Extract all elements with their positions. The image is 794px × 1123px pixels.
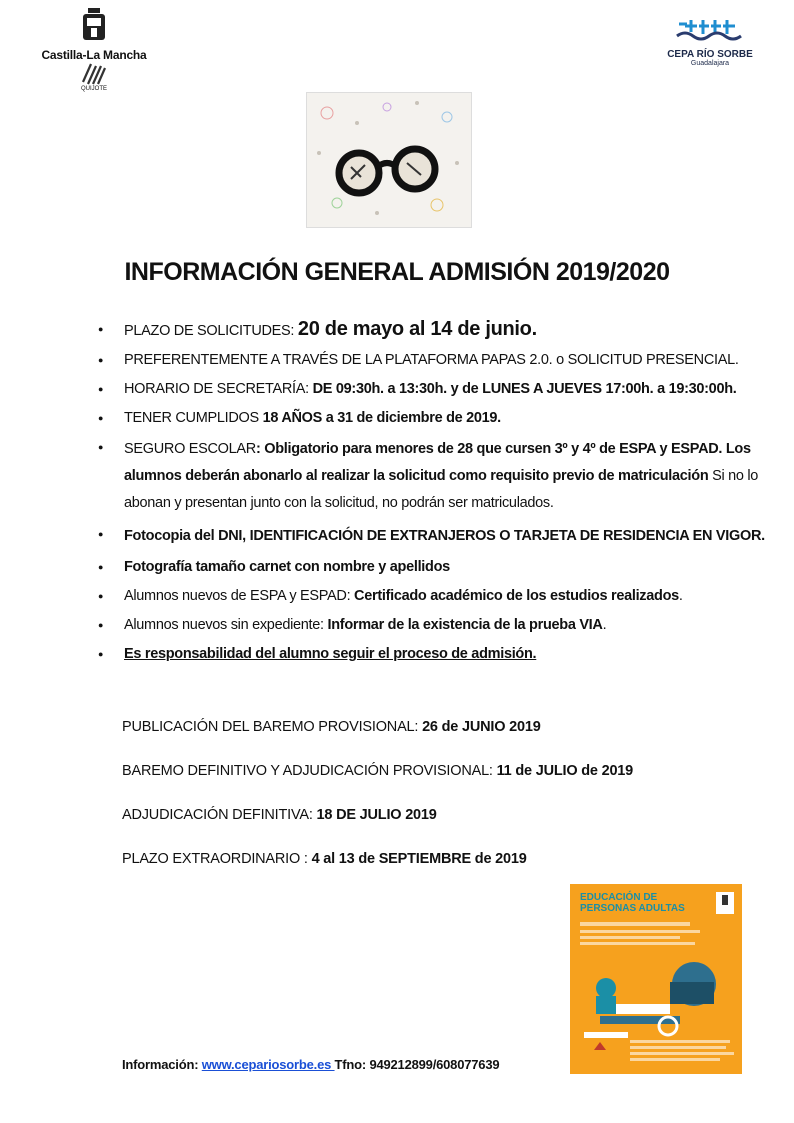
nuevos-end: . (678, 588, 683, 604)
castilla-la-mancha-name: Castilla-La Mancha (41, 48, 147, 62)
date-value: 18 DE JULIO 2019 (316, 807, 437, 823)
nuevos-label: Alumnos nuevos de ESPA y ESPAD: (124, 588, 355, 604)
nuevos-value: Certificado académico de los estudios realizados (354, 588, 679, 604)
cepa-rio-sorbe-logo (660, 14, 760, 88)
glasses-icon (307, 93, 471, 227)
info-label: Información: (122, 1057, 202, 1072)
plazo-label: PLAZO DE SOLICITUDES: (124, 323, 298, 339)
poster-title: EDUCACIÓN DE PERSONAS ADULTAS (580, 892, 685, 914)
list-item-responsabilidad (98, 643, 768, 666)
fotografia-text: Fotografía tamaño carnet con nombre y apellidos (124, 559, 450, 575)
quijote-label: QUIJOTE (80, 86, 107, 92)
seguro-rest: Si no lo abonan y presentan junto con la solicitud, no podrán ser matriculados. (124, 468, 759, 511)
edad-value: 18 AÑOS a 31 de diciembre de 2019. (262, 410, 501, 426)
quijote-stripes-icon (81, 62, 107, 86)
cepa-name: CEPA RÍO SORBE (667, 49, 753, 60)
sinexp-label: Alumnos nuevos sin expediente: (124, 617, 328, 633)
sinexp-end: . (602, 617, 607, 633)
list-item-fotografia (98, 556, 768, 579)
preferente-text: PREFERENTEMENTE A TRAVÉS DE LA PLATAFORMA PAPAS 2.0. o SOLICITUD PRESENCIAL. (124, 352, 739, 368)
cepa-wave-icon (675, 14, 745, 42)
cepa-city: Guadalajara (690, 60, 730, 67)
date-label: ADJUDICACIÓN DEFINITIVA: (122, 807, 317, 823)
page-title: INFORMACIÓN GENERAL ADMISIÓN 2019/2020 (124, 258, 670, 286)
adult-education-poster (570, 884, 742, 1074)
edad-label: TENER CUMPLIDOS (124, 410, 263, 426)
contact-footer (122, 1057, 499, 1072)
horario-value: DE 09:30h. a 13:30h. y de LUNES A JUEVES 17:00h. a 19:30:00h. (312, 381, 737, 397)
requirements-list (98, 318, 768, 672)
horario-label: HORARIO DE SECRETARÍA: (124, 381, 313, 397)
date-value: 26 de JUNIO 2019 (422, 719, 541, 735)
date-value: 4 al 13 de SEPTIEMBRE de 2019 (311, 851, 527, 867)
date-line (122, 802, 742, 846)
dates-section (122, 714, 742, 890)
list-item-sin-expediente (98, 614, 768, 637)
list-item-edad (98, 407, 768, 430)
date-label: PUBLICACIÓN DEL BAREMO PROVISIONAL: (122, 719, 423, 735)
date-value: 11 de JULIO de 2019 (496, 763, 634, 779)
phone-text: Tfno: 949212899/608077639 (334, 1057, 500, 1072)
date-line (122, 758, 742, 802)
sinexp-value: Informar de la existencia de la prueba VIA (327, 617, 603, 633)
plazo-value: 20 de mayo al 14 de junio. (297, 318, 537, 340)
list-item-preferente (98, 349, 768, 372)
date-line (122, 714, 742, 758)
fotocopia-text: Fotocopia del DNI, IDENTIFICACIÓN DE EXTRANJEROS O TARJETA DE RESIDENCIA EN VIGOR. (124, 528, 765, 544)
list-item-plazo (98, 318, 768, 343)
list-item-seguro (98, 436, 768, 517)
seguro-bold: Obligatorio para menores de 28 que cursen 3º y 4º de ESPA y ESPAD. Los alumnos deberán abonarlo al realizar la solicitud como requisito previo de matriculación (124, 441, 751, 484)
responsabilidad-text: Es responsabilidad del alumno seguir el proceso de admisión. (124, 646, 537, 662)
list-item-fotocopia (98, 523, 768, 550)
coat-of-arms-icon (79, 6, 109, 46)
list-item-nuevos (98, 585, 768, 608)
website-link[interactable]: www.cepariosorbe.es (201, 1057, 335, 1072)
seguro-label: SEGURO ESCOLAR (124, 441, 256, 457)
seguro-colon: : (255, 441, 265, 457)
date-label: BAREMO DEFINITIVO Y ADJUDICACIÓN PROVISIONAL: (122, 763, 497, 779)
date-label: PLAZO EXTRAORDINARIO : (122, 851, 312, 867)
list-item-horario (98, 378, 768, 401)
castilla-la-mancha-logo (34, 6, 154, 94)
glasses-illustration (306, 92, 472, 228)
